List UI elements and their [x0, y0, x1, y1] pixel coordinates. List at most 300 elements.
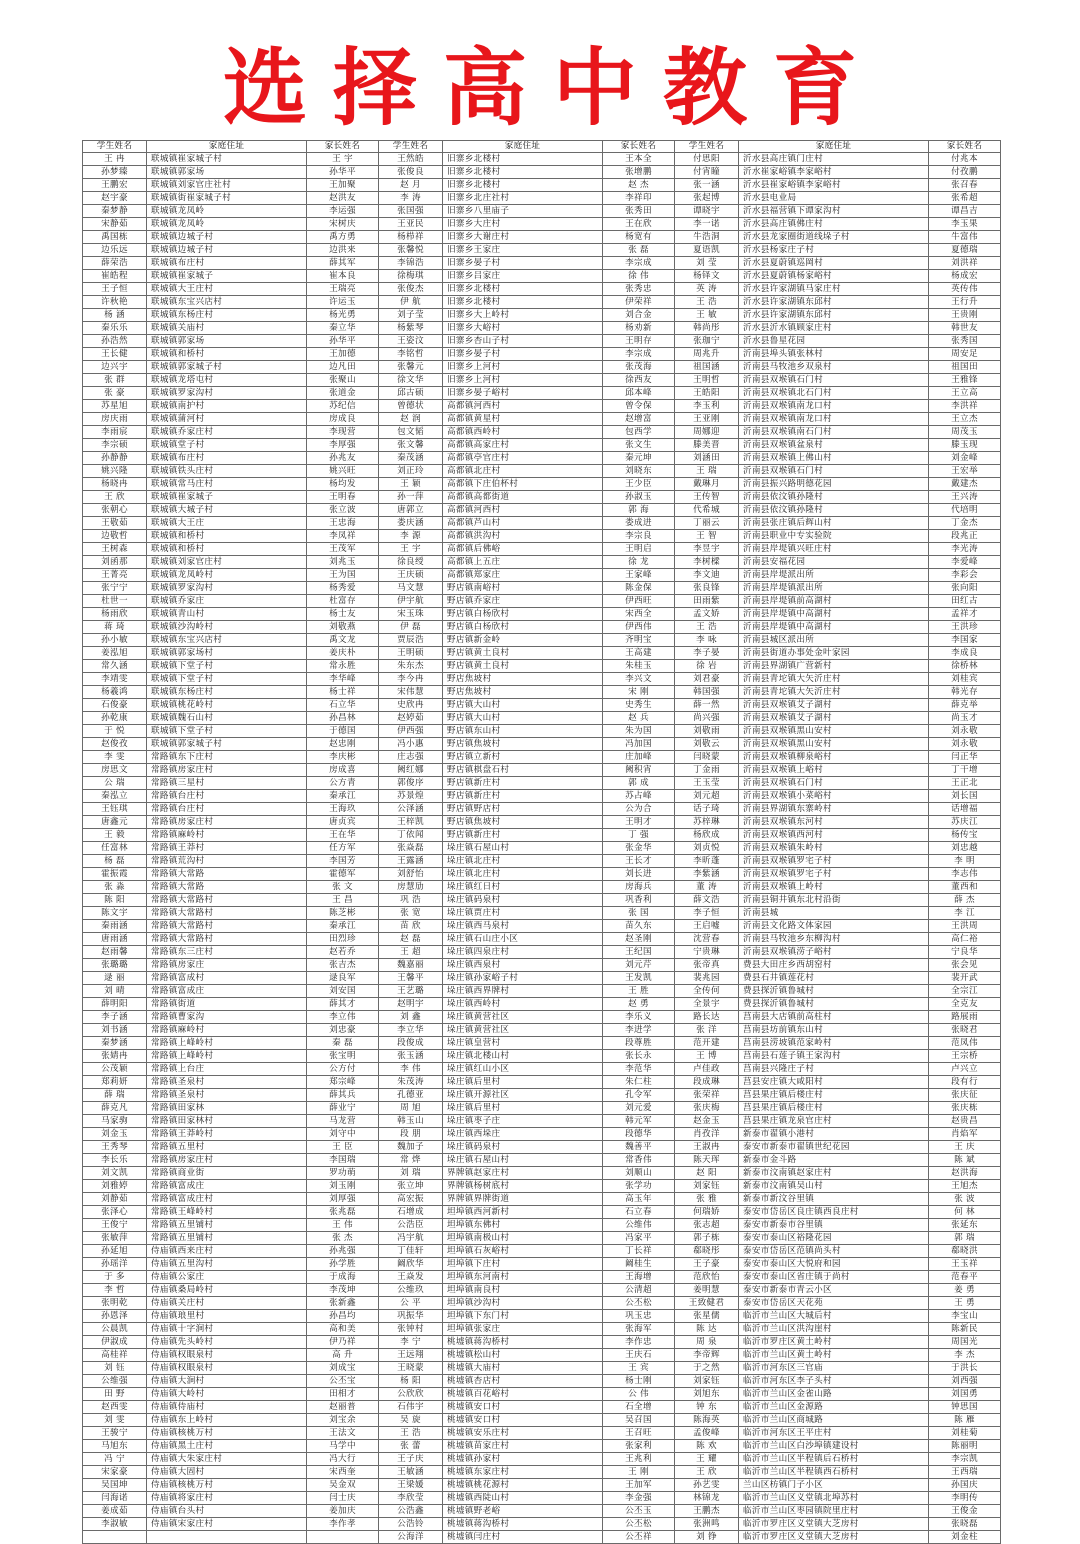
parent-name-cell: 李立伟 — [307, 1011, 379, 1024]
parent-name-cell: 赵增富 — [603, 413, 675, 426]
parent-name-cell: 苏占峰 — [603, 790, 675, 803]
student-name-cell: 王 欣 — [83, 491, 147, 504]
home-address-cell: 沂南县双堠镇黑山安村 — [739, 725, 929, 738]
home-address-cell: 桃墟镇东家庄村 — [443, 1466, 603, 1479]
student-name-cell: 李一诺 — [675, 218, 739, 231]
parent-name-cell: 冯加国 — [603, 738, 675, 751]
student-name-cell: 赵婷茹 — [379, 712, 443, 725]
home-address-cell: 莒县果庄镇龙泉官庄村 — [739, 1115, 929, 1128]
table-row — [83, 699, 1001, 712]
parent-name-cell: 刘永敬 — [929, 725, 1001, 738]
parent-name-cell: 李乐义 — [603, 1011, 675, 1024]
home-address-cell: 联城镇蒲河村 — [147, 413, 307, 426]
parent-name-cell: 路展雨 — [929, 1011, 1001, 1024]
parent-name-cell: 公 伟 — [603, 1388, 675, 1401]
student-name-cell: 王 冉 — [83, 153, 147, 166]
header-home-address: 家庭住址 — [739, 141, 929, 153]
home-address-cell: 费县探沂镇鲁城村 — [739, 998, 929, 1011]
table-row — [83, 1271, 1001, 1284]
home-address-cell: 常路镇大常路村 — [147, 920, 307, 933]
home-address-cell: 野店镇东山村 — [443, 725, 603, 738]
student-name-cell: 王然皓 — [379, 153, 443, 166]
home-address-cell: 常路镇富成庄 — [147, 985, 307, 998]
home-address-cell: 常路镇三星村 — [147, 777, 307, 790]
parent-name-cell: 王玉祥 — [929, 1258, 1001, 1271]
table-row — [83, 1076, 1001, 1089]
student-name-cell: 常 烨 — [379, 1154, 443, 1167]
home-address-cell: 临沂市兰山区金雀山路 — [739, 1388, 929, 1401]
home-address-cell: 常路镇台庄村 — [147, 790, 307, 803]
home-address-cell: 联城镇和桥村 — [147, 348, 307, 361]
home-address-cell: 常路镇圣泉村 — [147, 1089, 307, 1102]
parent-name-cell: 王 伟 — [307, 1219, 379, 1232]
home-address-cell: 侍庙镇核桃万村 — [147, 1479, 307, 1492]
table-row — [83, 257, 1001, 270]
parent-name-cell: 王加德 — [307, 348, 379, 361]
parent-name-cell: 孙华平 — [307, 166, 379, 179]
parent-name-cell: 李 杰 — [929, 1349, 1001, 1362]
home-address-cell: 联城镇郭家场村 — [147, 647, 307, 660]
student-name-cell: 杨雨欣 — [83, 608, 147, 621]
parent-name-cell: 李作忠 — [603, 1336, 675, 1349]
student-name-cell: 王敬茹 — [83, 517, 147, 530]
student-name-cell: 刘金玉 — [83, 1128, 147, 1141]
home-address-cell: 桃墟镇苗家庄村 — [443, 1440, 603, 1453]
parent-name-cell: 王兆利 — [603, 1453, 675, 1466]
student-name-cell: 王菁亮 — [83, 569, 147, 582]
parent-name-cell: 高 升 — [307, 1349, 379, 1362]
parent-name-cell: 牛富伟 — [929, 231, 1001, 244]
parent-name-cell: 唐贞宾 — [307, 816, 379, 829]
home-address-cell: 野店镇野店村 — [443, 803, 603, 816]
home-address-cell: 旧寨乡八里庙子 — [443, 205, 603, 218]
parent-name-cell: 王宏举 — [929, 465, 1001, 478]
home-address-cell: 垛庄镇西岭村 — [443, 998, 603, 1011]
student-name-cell: 王传智 — [675, 491, 739, 504]
home-address-cell: 侍庙镇大涧村 — [147, 1375, 307, 1388]
parent-name-cell: 李国瑞 — [307, 1154, 379, 1167]
student-name-cell: 李今冉 — [379, 673, 443, 686]
home-address-cell: 常路镇田家林村 — [147, 1115, 307, 1128]
student-name-cell: 张 雅 — [675, 1193, 739, 1206]
table-row — [83, 790, 1001, 803]
home-address-cell: 临沂市兰山区金源路 — [739, 1401, 929, 1414]
student-name-cell: 孙浩然 — [83, 335, 147, 348]
student-name-cell: 王子豪 — [675, 1258, 739, 1271]
table-row — [83, 998, 1001, 1011]
home-address-cell: 桃墟镇闫庄村 — [443, 1531, 603, 1544]
home-address-cell: 野店镇焦坡村 — [443, 816, 603, 829]
student-name-cell: 祖国涵 — [675, 361, 739, 374]
parent-name-cell: 陈 雁 — [929, 1414, 1001, 1427]
student-name-cell: 田 野 — [83, 1388, 147, 1401]
table-row — [83, 296, 1001, 309]
parent-name-cell: 孙学胜 — [307, 1258, 379, 1271]
student-name-cell: 姜泓旭 — [83, 647, 147, 660]
student-name-cell: 魏加子 — [379, 1141, 443, 1154]
home-address-cell: 常路镇大常路村 — [147, 907, 307, 920]
student-name-cell: 公欣欣 — [379, 1388, 443, 1401]
parent-name-cell: 张会见 — [929, 959, 1001, 972]
home-address-cell: 沂南县双堠镇南龙口村 — [739, 413, 929, 426]
student-name-cell: 王子庆 — [379, 1453, 443, 1466]
table-row — [83, 517, 1001, 530]
student-name-cell: 夏语凯 — [675, 244, 739, 257]
parent-name-cell: 刘金峰 — [929, 452, 1001, 465]
student-name-cell: 赵 月 — [379, 179, 443, 192]
student-name-cell: 张 豪 — [83, 387, 147, 400]
table-row — [83, 1089, 1001, 1102]
home-address-cell: 常路镇商业街 — [147, 1167, 307, 1180]
student-name-cell: 李子晏 — [675, 647, 739, 660]
home-address-cell: 泰安市岱岳区天花苑 — [739, 1297, 929, 1310]
parent-name-cell: 朱仁柱 — [603, 1076, 675, 1089]
table-row — [83, 1505, 1001, 1518]
header-row — [83, 141, 1001, 153]
home-address-cell: 旧寨乡北楼村 — [443, 296, 603, 309]
home-address-cell: 沂南县马牧池乡东柳沟村 — [739, 933, 929, 946]
home-address-cell: 野店镇立新村 — [443, 751, 603, 764]
student-name-cell: 王明哲 — [675, 374, 739, 387]
home-address-cell: 侍庙镇核桃万村 — [147, 1427, 307, 1440]
table-row — [83, 803, 1001, 816]
student-name-cell: 崔皓程 — [83, 270, 147, 283]
home-address-cell: 临沂市兰山区枣园镇院里庄村 — [739, 1505, 929, 1518]
home-address-cell: 沂南县双堠镇黑山安村 — [739, 738, 929, 751]
student-name-cell: 张起博 — [675, 192, 739, 205]
student-name-cell: 张璐璐 — [83, 959, 147, 972]
student-name-cell: 李雨宸 — [83, 426, 147, 439]
parent-name-cell: 卢兴立 — [929, 1063, 1001, 1076]
home-address-cell: 联城镇堂子村 — [147, 439, 307, 452]
home-address-cell: 常路镇房家庄村 — [147, 764, 307, 777]
home-address-cell: 沂南县城区派出所 — [739, 634, 929, 647]
student-name-cell: 李昱宇 — [675, 543, 739, 556]
student-name-cell — [83, 1531, 147, 1544]
student-name-cell: 杨 磊 — [83, 855, 147, 868]
home-address-cell: 联城镇龙凤岭 — [147, 218, 307, 231]
header-student-name: 学生姓名 — [675, 141, 739, 153]
student-name-cell: 宋家豪 — [83, 1466, 147, 1479]
home-address-cell: 沂南县双堠镇涝子峪村 — [739, 946, 929, 959]
student-name-cell: 高宏振 — [379, 1193, 443, 1206]
student-name-cell: 孟文娇 — [675, 608, 739, 621]
parent-name-cell: 李志伟 — [929, 868, 1001, 881]
student-name-cell: 王骏宁 — [83, 1427, 147, 1440]
student-name-cell: 杨紫琴 — [379, 322, 443, 335]
student-name-cell: 刘子莹 — [379, 309, 443, 322]
home-address-cell: 沂南县双堠镇石门村 — [739, 465, 929, 478]
table-row — [83, 1232, 1001, 1245]
parent-name-cell: 段有行 — [929, 1076, 1001, 1089]
table-row — [83, 504, 1001, 517]
table-row — [83, 972, 1001, 985]
student-name-cell: 伊 航 — [379, 296, 443, 309]
home-address-cell: 联城镇青山村 — [147, 608, 307, 621]
parent-name-cell: 钟思国 — [929, 1401, 1001, 1414]
parent-name-cell: 尚玉才 — [929, 712, 1001, 725]
home-address-cell: 旧寨乡北楼村 — [443, 166, 603, 179]
parent-name-cell: 薛业宁 — [307, 1102, 379, 1115]
parent-name-cell: 徐 龙 — [603, 556, 675, 569]
student-name-cell: 卢佳政 — [675, 1063, 739, 1076]
student-name-cell: 董 涛 — [675, 881, 739, 894]
home-address-cell: 联城镇郭家场 — [147, 335, 307, 348]
home-address-cell: 临沂市河东区李子头村 — [739, 1375, 929, 1388]
parent-name-cell: 赵洪海 — [929, 1167, 1001, 1180]
parent-name-cell: 苏庆江 — [929, 816, 1001, 829]
student-name-cell: 李子涵 — [83, 1011, 147, 1024]
home-address-cell: 泰安市新泰市谷里镇 — [739, 1219, 929, 1232]
parent-name-cell: 朱为国 — [603, 725, 675, 738]
table-row — [83, 725, 1001, 738]
table-row — [83, 491, 1001, 504]
parent-name-cell: 公丕祥 — [603, 1531, 675, 1544]
parent-name-cell: 孙兆强 — [307, 1245, 379, 1258]
parent-name-cell: 话增福 — [929, 803, 1001, 816]
parent-name-cell: 李爱峰 — [929, 556, 1001, 569]
home-address-cell: 桃墟镇松山村 — [443, 1349, 603, 1362]
parent-name-cell: 宋树庆 — [307, 218, 379, 231]
home-address-cell: 侍庙镇大岭村 — [147, 1388, 307, 1401]
student-name-cell: 薛 瑞 — [83, 1089, 147, 1102]
parent-name-cell: 刘安国 — [307, 985, 379, 998]
table-row — [83, 894, 1001, 907]
home-address-cell: 垛庄镇后里村 — [443, 1076, 603, 1089]
parent-name-cell: 英传伟 — [929, 283, 1001, 296]
home-address-cell: 旧寨乡大上岭村 — [443, 309, 603, 322]
student-name-cell: 边敬哲 — [83, 530, 147, 543]
student-name-cell: 王启嘘 — [675, 920, 739, 933]
home-address-cell: 常路镇五里铺村 — [147, 1219, 307, 1232]
table-row — [83, 608, 1001, 621]
parent-name-cell: 王为国 — [307, 569, 379, 582]
home-address-cell: 沂南县双堠镇上佛山村 — [739, 452, 929, 465]
home-address-cell: 联城镇边城子村 — [147, 244, 307, 257]
student-name-cell: 娄庆涵 — [379, 517, 443, 530]
parent-name-cell: 李宗成 — [603, 348, 675, 361]
student-name-cell: 刘静茹 — [83, 1193, 147, 1206]
header-student-name: 学生姓名 — [83, 141, 147, 153]
home-address-cell: 野店镇大山村 — [443, 712, 603, 725]
parent-name-cell: 张召春 — [929, 179, 1001, 192]
student-name-cell: 杨栉祥 — [379, 231, 443, 244]
home-address-cell: 常路镇东下庄村 — [147, 751, 307, 764]
student-name-cell: 张 洋 — [675, 1024, 739, 1037]
student-name-cell: 朱东杰 — [379, 660, 443, 673]
parent-name-cell: 张庆栋 — [929, 1102, 1001, 1115]
home-address-cell: 侍庙镇大固村 — [147, 1466, 307, 1479]
student-name-cell: 林锦龙 — [675, 1492, 739, 1505]
home-address-cell: 侍庙镇东上岭村 — [147, 1414, 307, 1427]
parent-name-cell: 王 胜 — [603, 985, 675, 998]
student-roster-table — [82, 140, 1001, 1544]
parent-name-cell: 刘玉刚 — [307, 1180, 379, 1193]
parent-name-cell: 王召旺 — [603, 1427, 675, 1440]
student-name-cell: 李宗硕 — [83, 439, 147, 452]
home-address-cell: 临沂市河东区王平庄村 — [739, 1427, 929, 1440]
parent-name-cell: 张茂海 — [603, 361, 675, 374]
parent-name-cell: 王在欣 — [603, 218, 675, 231]
home-address-cell: 高都镇后佛峪 — [443, 543, 603, 556]
home-address-cell: 泰安市泰山区省庄镇于尚村 — [739, 1271, 929, 1284]
table-row — [83, 153, 1001, 166]
home-address-cell: 沂南县双堠镇北石门村 — [739, 387, 929, 400]
parent-name-cell: 薛克举 — [929, 699, 1001, 712]
parent-name-cell: 孙国庆 — [929, 1479, 1001, 1492]
table-row — [83, 1245, 1001, 1258]
student-name-cell: 王皓阳 — [675, 387, 739, 400]
parent-name-cell: 王立杰 — [929, 413, 1001, 426]
parent-name-cell: 薛其军 — [307, 257, 379, 270]
student-name-cell: 常久涵 — [83, 660, 147, 673]
home-address-cell: 临沂市兰山区半程镇西石桥村 — [739, 1466, 929, 1479]
student-name-cell: 公 瑞 — [83, 777, 147, 790]
student-name-cell: 孟俊峰 — [675, 1427, 739, 1440]
home-address-cell: 沂南县双堠镇东河村 — [739, 816, 929, 829]
parent-name-cell: 田相才 — [307, 1388, 379, 1401]
home-address-cell: 高都镇河西村 — [443, 504, 603, 517]
home-address-cell: 常路镇大常路 — [147, 881, 307, 894]
student-name-cell: 王 浩 — [675, 621, 739, 634]
home-address-cell: 联城镇和桥村 — [147, 530, 307, 543]
home-address-cell: 垛庄镇黄营社区 — [443, 1024, 603, 1037]
parent-name-cell: 张长永 — [603, 1050, 675, 1063]
home-address-cell: 泰安市岱岳区良庄镇西良庄村 — [739, 1206, 929, 1219]
home-address-cell: 旧寨乡北楼村 — [443, 153, 603, 166]
home-address-cell: 沂南县依汶镇孙隆村 — [739, 504, 929, 517]
parent-name-cell: 孙淑玉 — [603, 491, 675, 504]
parent-name-cell: 张 磊 — [603, 244, 675, 257]
student-name-cell: 李子恒 — [675, 907, 739, 920]
student-name-cell: 刘君豪 — [675, 673, 739, 686]
parent-name-cell: 张学功 — [603, 1180, 675, 1193]
table-row — [83, 322, 1001, 335]
parent-name-cell: 段兆正 — [929, 530, 1001, 543]
parent-name-cell: 郭 成 — [603, 777, 675, 790]
home-address-cell — [147, 1531, 307, 1544]
home-address-cell: 联城镇街崔家城子村 — [147, 192, 307, 205]
student-name-cell: 付思阳 — [675, 153, 739, 166]
student-name-cell: 范开建 — [675, 1037, 739, 1050]
home-address-cell: 新泰市翟镇小港村 — [739, 1128, 929, 1141]
home-address-cell: 沂水县崔家峪镇李家峪村 — [739, 179, 929, 192]
student-name-cell: 张俊杰 — [379, 283, 443, 296]
parent-name-cell: 薛其兵 — [307, 1089, 379, 1102]
student-name-cell: 何瑞娇 — [675, 1206, 739, 1219]
parent-name-cell: 张文生 — [603, 439, 675, 452]
parent-name-cell: 伊西伟 — [603, 621, 675, 634]
student-name-cell: 张馨元 — [379, 361, 443, 374]
home-address-cell: 联城镇常马庄村 — [147, 478, 307, 491]
home-address-cell: 坦埠镇西河新村 — [443, 1206, 603, 1219]
home-address-cell: 高都镇洪沟村 — [443, 530, 603, 543]
student-name-cell: 石伟宇 — [379, 1401, 443, 1414]
home-address-cell: 新泰市金斗路 — [739, 1154, 929, 1167]
parent-name-cell: 闫正华 — [929, 751, 1001, 764]
home-address-cell: 沂南县安福花园 — [739, 556, 929, 569]
student-name-cell: 刘敬雨 — [675, 725, 739, 738]
home-address-cell: 联城镇魏石山村 — [147, 712, 307, 725]
student-name-cell: 王梁媛 — [379, 1479, 443, 1492]
parent-name-cell: 孟祥才 — [929, 608, 1001, 621]
home-address-cell: 野店镇焦坡村 — [443, 738, 603, 751]
header-parent-name: 家长姓名 — [929, 141, 1001, 153]
parent-name-cell: 罗功萌 — [307, 1167, 379, 1180]
home-address-cell: 沂水县高庄镇佛庄村 — [739, 218, 929, 231]
parent-name-cell: 王少臣 — [603, 478, 675, 491]
home-address-cell: 侍庙镇黑土庄村 — [147, 1440, 307, 1453]
home-address-cell: 旧寨乡吕家庄 — [443, 270, 603, 283]
parent-name-cell: 冯家平 — [603, 1232, 675, 1245]
student-name-cell: 刘 莹 — [675, 257, 739, 270]
student-name-cell: 全传何 — [675, 985, 739, 998]
student-name-cell: 房思文 — [83, 764, 147, 777]
student-name-cell: 王 瑞 — [675, 465, 739, 478]
home-address-cell: 野店镇白杨欣村 — [443, 608, 603, 621]
student-name-cell: 刘 雯 — [83, 1414, 147, 1427]
home-address-cell: 联城镇刘家官庄村 — [147, 556, 307, 569]
student-name-cell: 张良锋 — [675, 582, 739, 595]
home-address-cell: 联城镇桃花岭村 — [147, 699, 307, 712]
parent-name-cell: 王在华 — [307, 829, 379, 842]
student-name-cell: 丁丽云 — [675, 517, 739, 530]
student-name-cell: 孙梦臻 — [83, 166, 147, 179]
parent-name-cell: 李宝山 — [929, 1310, 1001, 1323]
parent-name-cell: 边洪来 — [307, 244, 379, 257]
parent-name-cell: 赵 兵 — [603, 712, 675, 725]
student-name-cell: 代希城 — [675, 504, 739, 517]
student-name-cell: 王艺璐 — [379, 985, 443, 998]
parent-name-cell: 刘长进 — [603, 868, 675, 881]
home-address-cell: 泰安市岱岳区范镇尚头村 — [739, 1245, 929, 1258]
parent-name-cell: 李现营 — [307, 426, 379, 439]
parent-name-cell: 杨成宏 — [929, 270, 1001, 283]
student-name-cell: 马家驹 — [83, 1115, 147, 1128]
home-address-cell: 旧寨乡上河村 — [443, 374, 603, 387]
student-name-cell: 公 平 — [379, 1297, 443, 1310]
student-name-cell: 张婧冉 — [83, 1050, 147, 1063]
table-row — [83, 1492, 1001, 1505]
student-name-cell: 公泽涵 — [379, 803, 443, 816]
home-address-cell: 临沂市罗庄区义堂镇大芝房村 — [739, 1518, 929, 1531]
parent-name-cell: 禹方勇 — [307, 231, 379, 244]
parent-name-cell: 段尊胜 — [603, 1037, 675, 1050]
home-address-cell: 沂南县双堠镇南石门村 — [739, 426, 929, 439]
home-address-cell: 沂南县依汶镇孙隆村 — [739, 491, 929, 504]
parent-name-cell: 王旭杰 — [929, 1180, 1001, 1193]
home-address-cell: 沂南县岸堤镇前高湖村 — [739, 595, 929, 608]
student-name-cell: 高桂祥 — [83, 1349, 147, 1362]
student-name-cell: 刘雅婷 — [83, 1180, 147, 1193]
parent-name-cell: 公丕松 — [603, 1297, 675, 1310]
parent-name-cell: 张兆磊 — [307, 1206, 379, 1219]
home-address-cell: 旧寨乡杏山子村 — [443, 335, 603, 348]
student-name-cell: 冯小惠 — [379, 738, 443, 751]
parent-name-cell: 伊西旺 — [603, 595, 675, 608]
home-address-cell: 高都镇上五庄 — [443, 556, 603, 569]
table-row — [83, 556, 1001, 569]
parent-name-cell: 伊乃祥 — [307, 1336, 379, 1349]
parent-name-cell: 朱桂玉 — [603, 660, 675, 673]
parent-name-cell: 吴金双 — [307, 1479, 379, 1492]
student-name-cell: 王晓蒙 — [379, 1362, 443, 1375]
parent-name-cell: 徐 伟 — [603, 270, 675, 283]
parent-name-cell: 张晓磊 — [929, 1518, 1001, 1531]
parent-name-cell: 李成良 — [929, 647, 1001, 660]
parent-name-cell: 王瑞亮 — [307, 283, 379, 296]
home-address-cell: 垛庄镇西垛庄 — [443, 1128, 603, 1141]
